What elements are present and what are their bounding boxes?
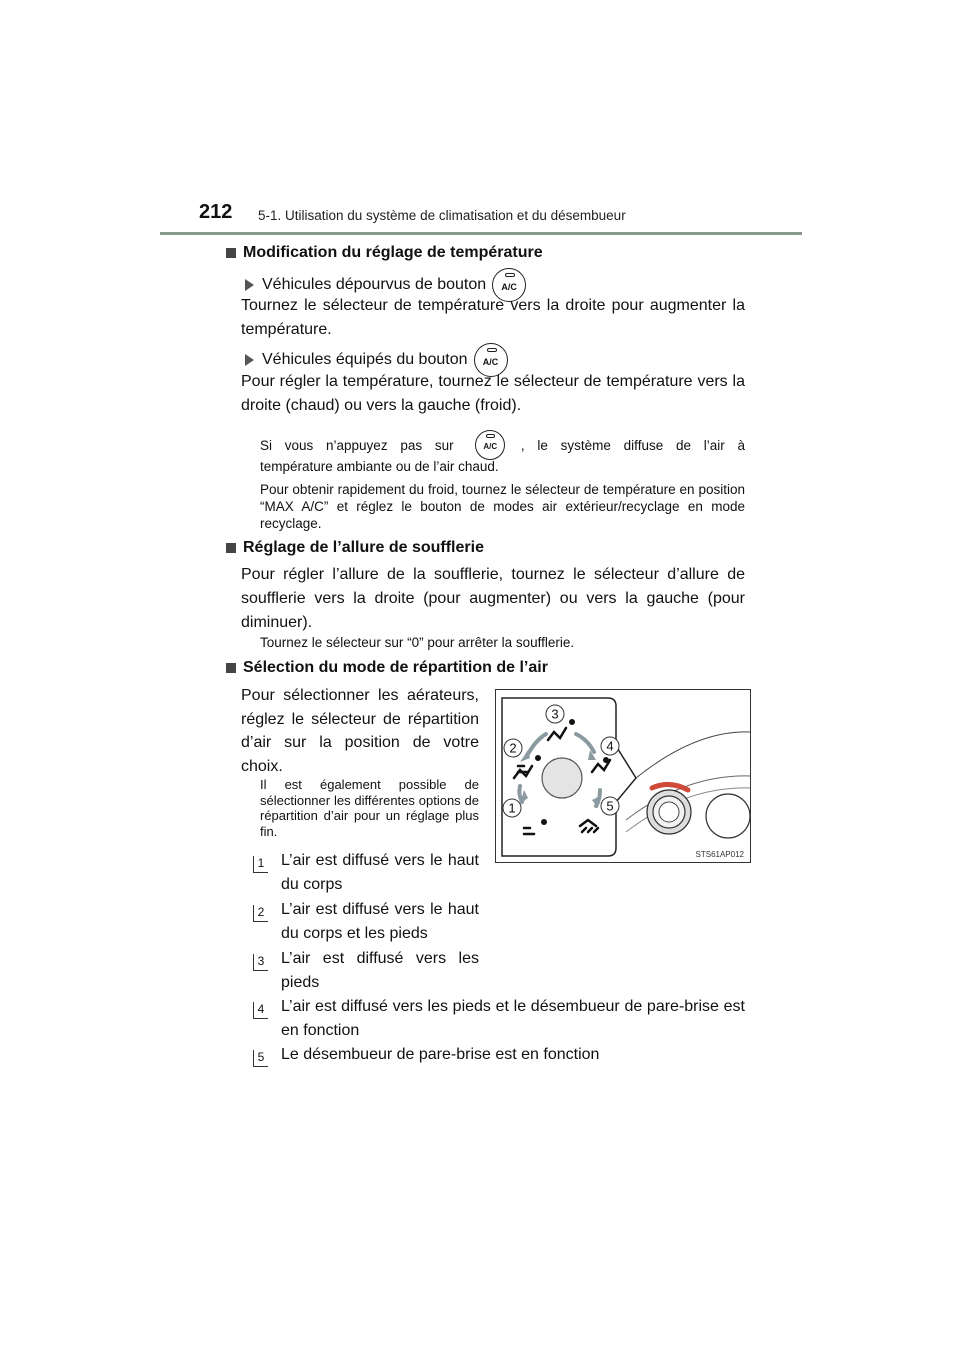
- header-rule: [160, 232, 802, 235]
- note-text: Si vous n’appuyez pas sur: [260, 437, 454, 453]
- air-mode-heading: [226, 659, 548, 677]
- led-indicator-icon: [505, 273, 515, 277]
- running-header: 5-1. Utilisation du système de climatisation et du désembueur: [258, 208, 626, 223]
- list-item: [253, 947, 479, 995]
- note-text: , le système diffuse de l’air à: [520, 437, 745, 453]
- list-item: [253, 898, 479, 946]
- callout-1: 1: [508, 800, 516, 816]
- list-item-text: L’air est diffusé vers les pieds: [281, 950, 479, 991]
- list-item-text: L’air est diffusé vers le haut du corps et les pieds: [281, 901, 479, 942]
- callout-3: 3: [551, 706, 559, 722]
- callout-number: 1: [253, 856, 268, 873]
- led-indicator-icon: [487, 348, 497, 352]
- callout-4: 4: [606, 738, 614, 754]
- square-bullet-icon: [226, 663, 236, 673]
- fan-note: Tournez le sélecteur sur “0” pour arrêter la soufflerie.: [260, 635, 575, 650]
- temperature-text-1: Tournez le sélecteur de température vers la droite pour augmenter la température.: [241, 297, 745, 338]
- triangle-bullet-icon: [245, 354, 254, 366]
- bullet-text: Véhicules équipés du bouton: [262, 351, 468, 368]
- led-indicator-icon: [486, 434, 495, 438]
- air-mode-note: Il est également possible de sélectionner les différentes options de répartition d’air pour un réglage plus fin.: [260, 777, 479, 839]
- ac-button-label: A/C: [482, 357, 499, 367]
- ac-button-icon: [475, 430, 505, 460]
- callout-number: 3: [253, 954, 268, 971]
- callout-2: 2: [509, 740, 517, 756]
- air-distribution-diagram: [496, 690, 750, 862]
- temperature-heading: [226, 244, 543, 262]
- callout-5: 5: [606, 798, 614, 814]
- heading-text: Réglage de l’allure de soufflerie: [243, 539, 484, 556]
- list-item: [253, 995, 745, 1043]
- heading-text: Sélection du mode de répartition de l’air: [243, 659, 548, 676]
- figure-code: STS61AP012: [695, 850, 744, 859]
- temperature-note-2: Pour obtenir rapidement du froid, tournez le sélecteur de température en position “MAX A/C” et réglez le bouton de modes air extérieur/recyclage en mode recyclage.: [260, 482, 745, 531]
- fan-text: Pour régler l’allure de la soufflerie, tournez le sélecteur d’allure de soufflerie vers la droite (pour augmenter) ou vers la gauche (pour diminuer).: [241, 566, 745, 631]
- callout-number: 4: [253, 1002, 268, 1019]
- list-item: [253, 849, 479, 897]
- ac-button-label: A/C: [501, 282, 517, 292]
- temperature-text-2: Pour régler la température, tournez le sélecteur de température vers la droite (chaud) ou vers la gauche (froid).: [241, 373, 745, 414]
- air-mode-text: Pour sélectionner les aérateurs, réglez le sélecteur de répartition d’air sur la position de votre choix.: [241, 687, 479, 775]
- heading-text: Modification du réglage de température: [243, 244, 543, 261]
- callout-number: 2: [253, 905, 268, 922]
- list-item-text: L’air est diffusé vers le haut du corps: [281, 852, 479, 893]
- square-bullet-icon: [226, 248, 236, 258]
- ac-button-label: A/C: [483, 442, 498, 451]
- bullet-text: Véhicules dépourvus de bouton: [262, 276, 487, 293]
- list-item: [253, 1043, 745, 1067]
- triangle-bullet-icon: [245, 279, 254, 291]
- temperature-note-1-line: [260, 430, 745, 460]
- air-distribution-figure: [495, 689, 751, 863]
- square-bullet-icon: [226, 543, 236, 553]
- list-item-text: L’air est diffusé vers les pieds et le désembueur de pare-brise est en fonction: [281, 998, 745, 1039]
- list-item-text: Le désembueur de pare-brise est en fonction: [281, 1046, 600, 1063]
- fan-heading: [226, 539, 484, 557]
- temperature-note-1-cont: température ambiante ou de l’air chaud.: [260, 459, 499, 474]
- callout-number: 5: [253, 1050, 268, 1067]
- page-number: 212: [199, 201, 233, 223]
